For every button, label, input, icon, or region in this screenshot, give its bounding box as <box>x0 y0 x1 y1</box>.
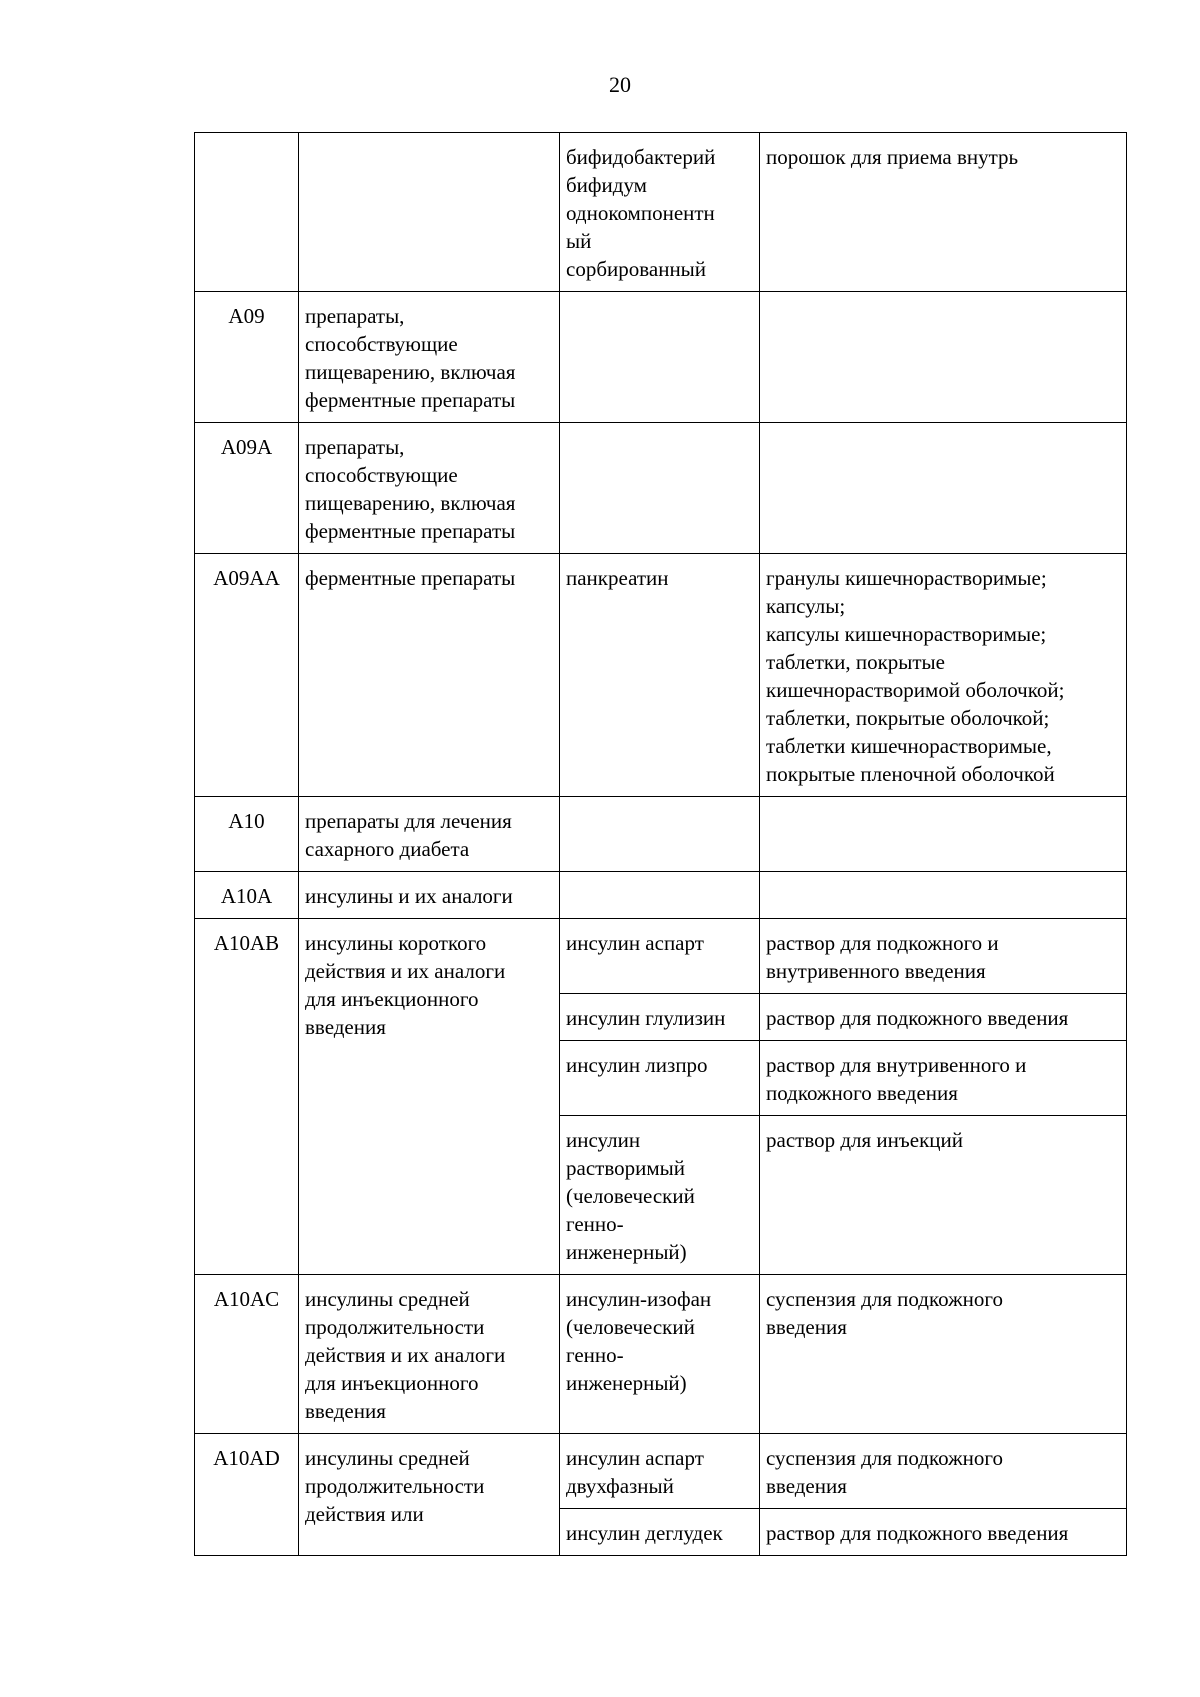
drug-name-cell-line: инсулин аспарт <box>566 1446 704 1470</box>
drug-name-cell <box>560 994 760 1041</box>
drug-name-cell-line: инсулин глулизин <box>566 1006 726 1030</box>
dosage-form-cell <box>760 1509 1127 1556</box>
group-name-cell-line: пищеварению, включая <box>305 491 516 515</box>
atc-code-cell <box>195 133 299 292</box>
group-name-cell-line: ферментные препараты <box>305 566 516 590</box>
dosage-form-cell <box>760 872 1127 919</box>
drug-name-cell <box>560 292 760 423</box>
atc-code-cell: A09 <box>195 292 299 423</box>
group-name-cell-line: ферментные препараты <box>305 388 516 412</box>
dosage-form-cell <box>760 919 1127 994</box>
dosage-form-cell-line: таблетки кишечнорастворимые, <box>766 734 1052 758</box>
drug-name-cell <box>560 423 760 554</box>
drug-name-cell-line: однокомпонентн <box>566 201 715 225</box>
dosage-form-cell-line: раствор для подкожного введения <box>766 1521 1069 1545</box>
atc-code-cell: A10A <box>195 872 299 919</box>
table-body <box>195 133 1127 1556</box>
group-name-cell-line: действия и их аналоги <box>305 959 506 983</box>
group-name-cell-line: введения <box>305 1015 386 1039</box>
table-row <box>195 1434 1127 1509</box>
dosage-form-cell-line: таблетки, покрытые оболочкой; <box>766 706 1050 730</box>
group-name-cell <box>299 797 560 872</box>
drug-name-cell-line: бифидум <box>566 173 647 197</box>
drug-name-cell <box>560 133 760 292</box>
group-name-cell-line: препараты, <box>305 304 405 328</box>
dosage-form-cell <box>760 1434 1127 1509</box>
table-row <box>195 554 1127 797</box>
group-name-cell-line: препараты для лечения <box>305 809 512 833</box>
drug-name-cell-line: растворимый <box>566 1156 685 1180</box>
dosage-form-cell <box>760 133 1127 292</box>
group-name-cell-line: продолжительности <box>305 1315 485 1339</box>
dosage-form-cell-line: введения <box>766 1315 847 1339</box>
dosage-form-cell <box>760 1116 1127 1275</box>
drug-name-cell-line: генно- <box>566 1212 624 1236</box>
dosage-form-cell-line: раствор для подкожного и <box>766 931 999 955</box>
group-name-cell <box>299 872 560 919</box>
dosage-form-cell <box>760 292 1127 423</box>
table-row <box>195 1275 1127 1434</box>
dosage-form-cell-line: раствор для инъекций <box>766 1128 963 1152</box>
dosage-form-cell <box>760 423 1127 554</box>
drug-name-cell-line: двухфазный <box>566 1474 674 1498</box>
atc-code-cell: A10AD <box>195 1434 299 1556</box>
atc-code-cell: A09A <box>195 423 299 554</box>
group-name-cell <box>299 554 560 797</box>
group-name-cell <box>299 1275 560 1434</box>
drug-name-cell <box>560 1434 760 1509</box>
dosage-form-cell <box>760 994 1127 1041</box>
group-name-cell-line: инсулины короткого <box>305 931 487 955</box>
dosage-form-cell-line: покрытые пленочной оболочкой <box>766 762 1055 786</box>
group-name-cell-line: введения <box>305 1399 386 1423</box>
drug-name-cell <box>560 797 760 872</box>
group-name-cell-line: инсулины средней <box>305 1287 470 1311</box>
drug-name-cell <box>560 919 760 994</box>
drug-name-cell-line: (человеческий <box>566 1184 695 1208</box>
table-row <box>195 919 1127 994</box>
dosage-form-cell-line: раствор для подкожного введения <box>766 1006 1069 1030</box>
drug-name-cell-line: инсулин <box>566 1128 641 1152</box>
group-name-cell-line: препараты, <box>305 435 405 459</box>
dosage-form-cell-line: гранулы кишечнорастворимые; <box>766 566 1047 590</box>
drug-table <box>194 132 1127 1556</box>
dosage-form-cell <box>760 1275 1127 1434</box>
dosage-form-cell-line: введения <box>766 1474 847 1498</box>
group-name-cell-line: продолжительности <box>305 1474 485 1498</box>
group-name-cell-line: для инъекционного <box>305 1371 479 1395</box>
group-name-cell-line: действия или <box>305 1502 424 1526</box>
dosage-form-cell-line: порошок для приема внутрь <box>766 145 1019 169</box>
table-row <box>195 292 1127 423</box>
group-name-cell-line: ферментные препараты <box>305 519 516 543</box>
drug-name-cell-line: сорбированный <box>566 257 707 281</box>
drug-name-cell-line: бифидобактерий <box>566 145 716 169</box>
group-name-cell-line: инсулины средней <box>305 1446 470 1470</box>
group-name-cell <box>299 423 560 554</box>
group-name-cell-line: для инъекционного <box>305 987 479 1011</box>
dosage-form-cell-line: внутривенного введения <box>766 959 986 983</box>
drug-name-cell-line: инженерный) <box>566 1240 687 1264</box>
table-row <box>195 797 1127 872</box>
dosage-form-cell <box>760 554 1127 797</box>
drug-name-cell-line: ый <box>566 229 592 253</box>
group-name-cell <box>299 133 560 292</box>
page-number: 20 <box>609 72 631 97</box>
atc-code-cell: A10AB <box>195 919 299 1275</box>
table-row <box>195 423 1127 554</box>
drug-name-cell <box>560 1275 760 1434</box>
drug-name-cell <box>560 1041 760 1116</box>
group-name-cell-line: способствующие <box>305 332 458 356</box>
dosage-form-cell-line: кишечнорастворимой оболочкой; <box>766 678 1065 702</box>
group-name-cell <box>299 919 560 1275</box>
drug-name-cell-line: инженерный) <box>566 1371 687 1395</box>
drug-name-cell-line: инсулин лизпро <box>566 1053 708 1077</box>
dosage-form-cell-line: суспензия для подкожного <box>766 1287 1003 1311</box>
drug-name-cell <box>560 1116 760 1275</box>
group-name-cell-line: инсулины и их аналоги <box>305 884 513 908</box>
dosage-form-cell-line: раствор для внутривенного и <box>766 1053 1027 1077</box>
dosage-form-cell-line: капсулы кишечнорастворимые; <box>766 622 1047 646</box>
dosage-form-cell <box>760 1041 1127 1116</box>
drug-name-cell <box>560 1509 760 1556</box>
drug-name-cell-line: панкреатин <box>566 566 669 590</box>
dosage-form-cell-line: таблетки, покрытые <box>766 650 945 674</box>
dosage-form-cell-line: капсулы; <box>766 594 846 618</box>
dosage-form-cell-line: подкожного введения <box>766 1081 958 1105</box>
atc-code-cell: A10AC <box>195 1275 299 1434</box>
dosage-form-cell-line: суспензия для подкожного <box>766 1446 1003 1470</box>
drug-name-cell-line: инсулин-изофан <box>566 1287 712 1311</box>
dosage-form-cell <box>760 797 1127 872</box>
drug-name-cell <box>560 554 760 797</box>
group-name-cell <box>299 292 560 423</box>
table-row <box>195 133 1127 292</box>
drug-name-cell-line: инсулин деглудек <box>566 1521 723 1545</box>
drug-name-cell <box>560 872 760 919</box>
group-name-cell-line: пищеварению, включая <box>305 360 516 384</box>
group-name-cell <box>299 1434 560 1556</box>
drug-name-cell-line: (человеческий <box>566 1315 695 1339</box>
atc-code-cell: A09AA <box>195 554 299 797</box>
group-name-cell-line: сахарного диабета <box>305 837 470 861</box>
atc-code-cell: A10 <box>195 797 299 872</box>
table-row <box>195 872 1127 919</box>
group-name-cell-line: действия и их аналоги <box>305 1343 506 1367</box>
drug-name-cell-line: инсулин аспарт <box>566 931 704 955</box>
drug-name-cell-line: генно- <box>566 1343 624 1367</box>
group-name-cell-line: способствующие <box>305 463 458 487</box>
